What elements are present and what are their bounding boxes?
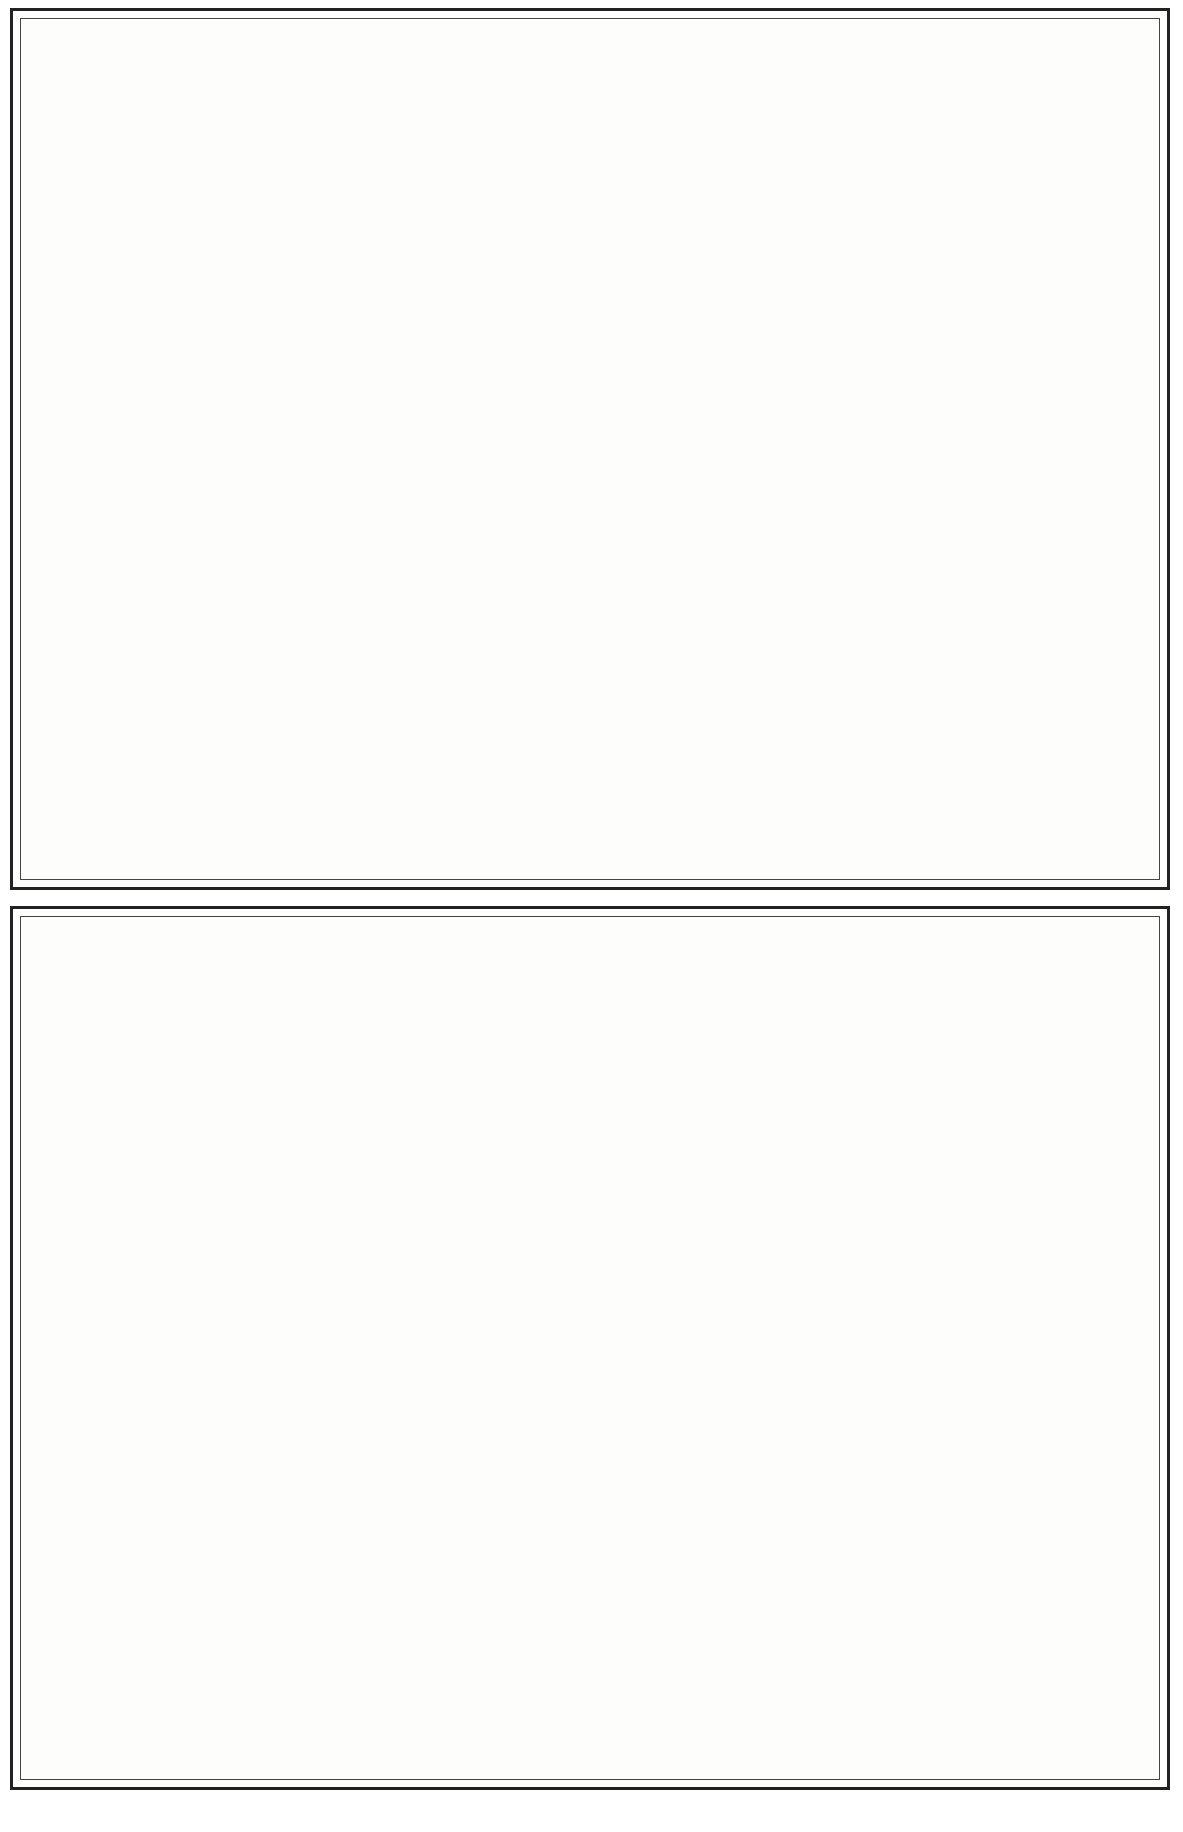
top-columns xyxy=(29,27,1151,871)
bottom-columns xyxy=(29,925,1151,1771)
bottom-page xyxy=(10,906,1170,1790)
top-page xyxy=(10,8,1170,890)
